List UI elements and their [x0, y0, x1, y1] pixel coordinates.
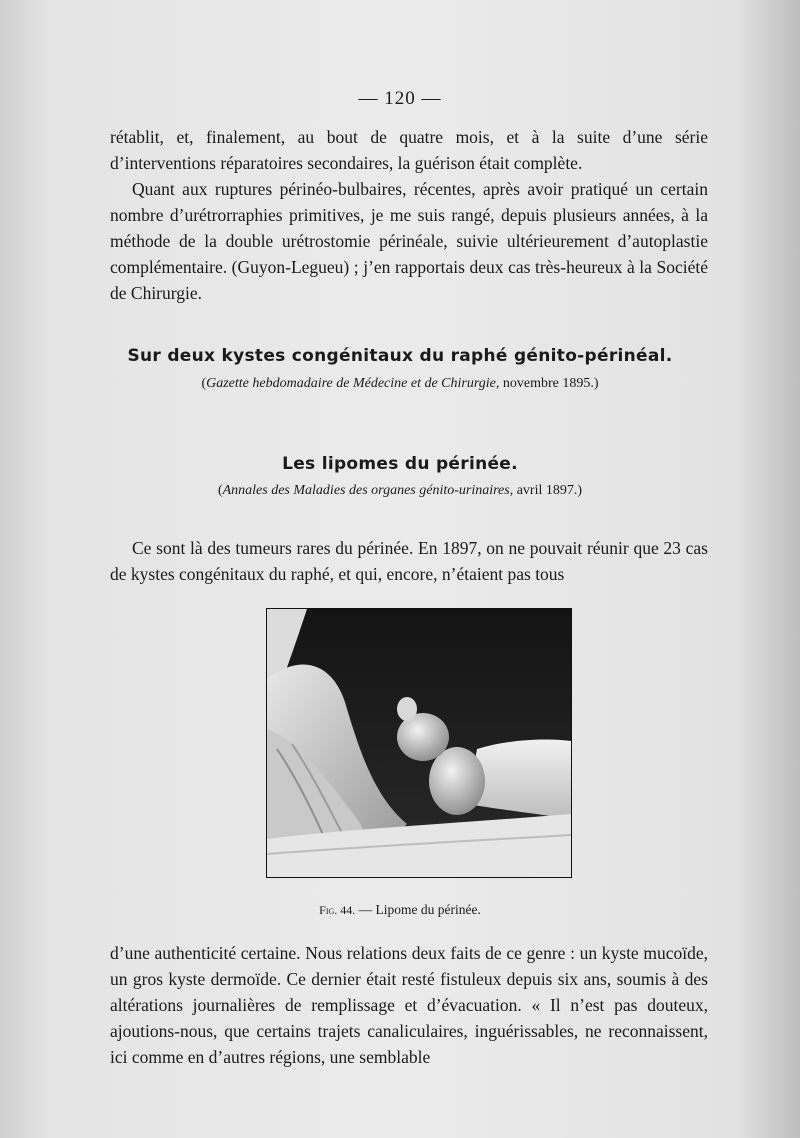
citation-lipomes: (Annales des Maladies des organes génito-urinaires, avril 1897.) — [217, 483, 583, 498]
paragraph-text: Ce sont là des tumeurs rares du périnée. En 1897, on ne pouvait réunir que 23 cas de kystes congénitaux du raphé, et qui, encore, n’étaient pas tous — [110, 538, 708, 584]
page-number: — 120 — — [358, 88, 442, 109]
citation-date: avril 1897. — [516, 483, 578, 498]
citation-kystes: (Gazette hebdomadaire de Médecine et de Chirurgie, novembre 1895.) — [201, 376, 599, 391]
paragraph-tumeurs — [110, 535, 708, 587]
section-title-kystes: Sur deux kystes congénitaux du raphé génito-périnéal. — [127, 346, 673, 366]
paragraph-text: d’une authenticité certaine. Nous relations deux faits de ce genre : un kyste mucoïde, un gros kyste dermoïde. Ce dernier était resté fistuleux depuis six ans, soumis à des altérations journalières de remplissage et d’évacuation. « Il n’est pas douteux, ajoutions-nous, que certains trajets canaliculaires, inguérissables, ne reconnaissent, ici comme en d’autres régions, une semblable — [110, 943, 708, 1067]
figure-label: Fig. 44. — [319, 903, 356, 917]
figure-caption-text: — Lipome du périnée. — [358, 902, 481, 917]
citation-journal: Annales des Maladies des organes génito-urinaires, — [222, 483, 514, 498]
paragraph-authenticite — [110, 940, 708, 1070]
paragraph-text: rétablit, et, finalement, au bout de quatre mois, et à la suite d’une série d’interventions réparatoires secondaires, la guérison était complète. — [110, 127, 708, 173]
lipoma-photo — [267, 609, 571, 877]
paragraph-continuation — [110, 124, 708, 176]
figure-caption — [0, 902, 800, 918]
figure-photograph — [266, 608, 572, 878]
citation-journal: Gazette hebdomadaire de Médecine et de Chirurgie, — [206, 376, 500, 391]
paragraph-ruptures — [110, 176, 708, 306]
citation-date: novembre 1895. — [502, 376, 594, 391]
section-title-lipomes: Les lipomes du périnée. — [282, 454, 518, 474]
paragraph-text: Quant aux ruptures périnéo-bulbaires, récentes, après avoir pratiqué un certain nombre d’urétrorraphies primitives, je me suis rangé, depuis plusieurs années, à la méthode de la double urétrostomie périnéale, suivie ultérieurement d’autoplastie complémentaire. (Guyon-Legueu) ; j’en rapportais deux cas très-heureux à la Société de Chirurgie. — [110, 179, 708, 303]
